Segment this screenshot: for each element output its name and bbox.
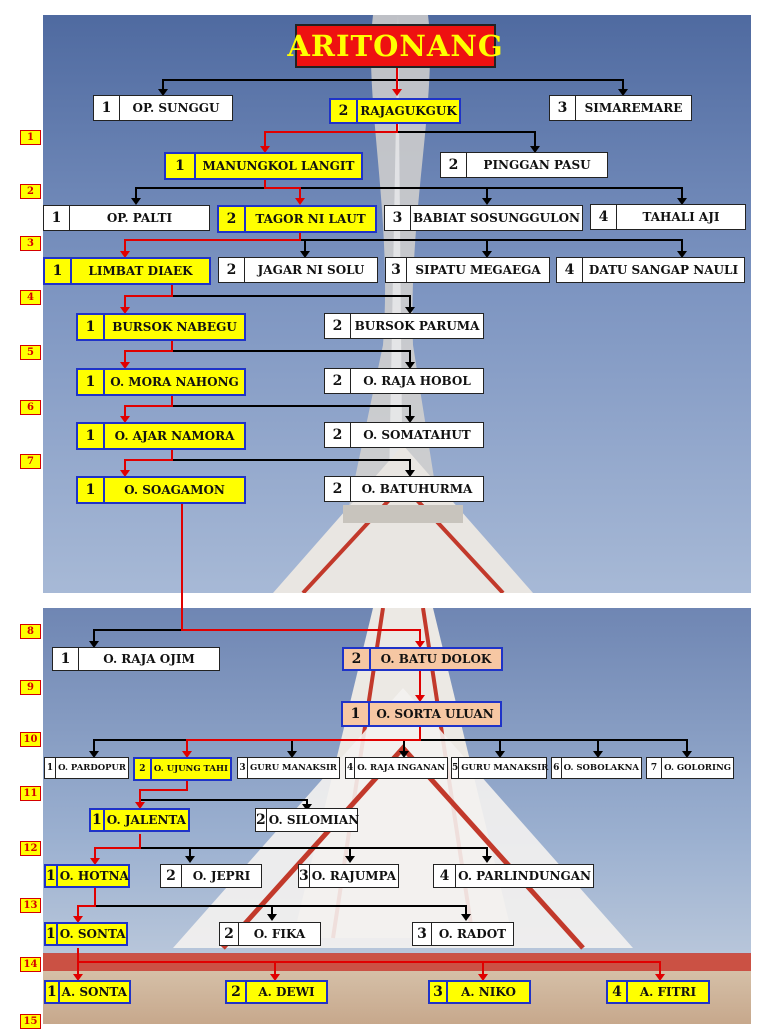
node-number: 3 [238, 758, 248, 778]
node-number: 1 [44, 206, 70, 230]
node-datu-sangap-nauli [556, 257, 745, 283]
node-batu-dolok [342, 647, 503, 671]
node-label: O. BATU DOLOK [380, 652, 492, 666]
node-label: RAJAGUKGUK [360, 104, 457, 118]
generation-marker: 3 [20, 236, 41, 251]
node-number: 1 [53, 648, 79, 670]
node-a-niko [428, 980, 531, 1004]
node-label: O. SILOMIAN [268, 813, 360, 827]
node-mora-nahong [76, 368, 246, 396]
node-label: A. SONTA [61, 985, 127, 999]
node-label: TAGOR NI LAUT [255, 212, 366, 226]
node-number: 1 [78, 424, 105, 448]
node-label: GURU MANAKSIR [249, 763, 337, 773]
generation-marker: 10 [20, 732, 41, 747]
node-label: O. SOMATAHUT [363, 428, 471, 442]
node-label: OP. SUNGGU [132, 101, 220, 115]
node-number: 1 [343, 703, 370, 725]
node-jepri [160, 864, 262, 888]
node-label: BURSOK NABEGU [112, 320, 237, 334]
node-babiat-sosunggulon [384, 205, 583, 231]
node-jalenta [89, 808, 190, 832]
node-label: SIMAREMARE [584, 101, 683, 115]
node-label: DATU SANGAP NAULI [588, 263, 739, 277]
node-number: 2 [325, 369, 351, 393]
node-number: 3 [550, 96, 576, 120]
node-batuhurma [324, 476, 484, 502]
node-label: A. DEWI [258, 985, 315, 999]
node-number: 1 [166, 154, 196, 178]
node-label: BURSOK PARUMA [354, 319, 480, 333]
node-label: O. RAJA INGANAN [357, 763, 445, 773]
node-tahali-aji [590, 204, 746, 230]
node-raja-ojim [52, 647, 220, 671]
node-number: 1 [94, 96, 120, 120]
node-tagor-ni-laut [217, 205, 377, 233]
generation-marker: 4 [20, 290, 41, 305]
node-hotna [44, 864, 130, 888]
node-number: 1 [45, 758, 56, 778]
node-number: 1 [46, 868, 56, 884]
node-goloring [646, 757, 734, 779]
node-label: JAGAR NI SOLU [257, 263, 365, 277]
node-limbat-diaek [43, 257, 211, 285]
node-number: 4 [434, 865, 456, 887]
node-number: 1 [78, 478, 105, 502]
node-label: O. RADOT [438, 927, 507, 941]
node-label: MANUNGKOL LANGIT [202, 159, 355, 173]
generation-marker: 2 [20, 184, 41, 199]
node-number: 4 [608, 982, 628, 1002]
node-number: 4 [557, 258, 583, 282]
node-number: 1 [78, 315, 105, 339]
node-number: 2 [227, 982, 247, 1002]
generation-marker: 5 [20, 345, 41, 360]
node-guru-manaksir-2 [451, 757, 547, 779]
node-sonta-o [44, 922, 128, 946]
generation-marker: 6 [20, 400, 41, 415]
node-number: 2 [441, 153, 467, 177]
node-number: 7 [647, 758, 662, 778]
node-rajagukguk [329, 98, 461, 124]
node-label: SIPATU MEGAEGA [415, 263, 541, 277]
node-number: 2 [344, 649, 371, 669]
node-jagar-ni-solu [218, 257, 378, 283]
node-number: 5 [452, 758, 459, 778]
generation-marker: 14 [20, 957, 41, 972]
node-label: O. MORA NAHONG [110, 375, 239, 389]
node-rajumpa [298, 864, 399, 888]
node-number: 1 [45, 259, 72, 283]
node-label: O. JALENTA [106, 813, 186, 827]
node-number: 3 [386, 258, 407, 282]
node-label: O. GOLORING [664, 763, 731, 773]
node-number: 1 [91, 810, 105, 830]
node-number: 2 [325, 423, 351, 447]
node-label: PINGGAN PASU [483, 158, 591, 172]
node-guru-manaksir-1 [237, 757, 340, 779]
node-number: 4 [591, 205, 617, 229]
node-raja-hobol [324, 368, 484, 394]
node-label: O. JEPRI [192, 869, 251, 883]
node-number: 3 [299, 865, 310, 887]
node-op-palti [43, 205, 210, 231]
node-label: O. SOBOLAKNA [563, 763, 639, 773]
node-number: 2 [325, 477, 351, 501]
node-number: 2 [219, 207, 246, 231]
node-sobolakna [551, 757, 642, 779]
node-number: 3 [430, 982, 448, 1002]
node-ujung-tahi [133, 757, 232, 781]
node-bursok-paruma [324, 313, 484, 339]
node-pinggan-pasu [440, 152, 608, 178]
node-label: O. PARLINDUNGAN [458, 869, 591, 883]
node-number: 3 [385, 206, 411, 230]
node-sorta-uluan [341, 701, 502, 727]
node-label: A. NIKO [461, 985, 516, 999]
node-label: O. AJAR NAMORA [114, 429, 235, 443]
node-label: A. FITRI [639, 985, 697, 999]
node-number: 2 [220, 923, 239, 945]
node-silomian [255, 808, 358, 832]
node-number: 2 [161, 865, 182, 887]
generation-marker: 9 [20, 680, 41, 695]
node-bursok-nabegu [76, 313, 246, 341]
node-label: O. RAJA OJIM [103, 652, 195, 666]
node-number: 1 [46, 982, 60, 1002]
node-label: GURU MANAKSIR [461, 763, 549, 773]
node-label: OP. PALTI [106, 211, 173, 225]
node-number: 2 [256, 809, 267, 831]
node-label: O. SONTA [59, 927, 126, 941]
node-label: O. BATUHURMA [361, 482, 473, 496]
node-label: O. SOAGAMON [124, 483, 225, 497]
generation-marker: 11 [20, 786, 41, 801]
generation-marker: 12 [20, 841, 41, 856]
node-a-fitri [606, 980, 710, 1004]
node-label: O. RAJA HOBOL [363, 374, 471, 388]
node-label: O. SORTA ULUAN [376, 707, 494, 721]
node-simaremare [549, 95, 692, 121]
node-number: 1 [78, 370, 105, 394]
node-sipatu-megaega [385, 257, 550, 283]
generation-marker: 8 [20, 624, 41, 639]
node-number: 2 [325, 314, 351, 338]
generation-marker: 1 [20, 130, 41, 145]
node-ajar-namora [76, 422, 246, 450]
generation-marker: 13 [20, 898, 41, 913]
generation-marker: 7 [20, 454, 41, 469]
generation-marker: 15 [20, 1014, 41, 1029]
node-label: O. HOTNA [59, 869, 129, 883]
node-fika [219, 922, 321, 946]
node-soagamon [76, 476, 246, 504]
node-number: 3 [413, 923, 432, 945]
node-a-sonta [44, 980, 131, 1004]
node-number: 2 [331, 100, 358, 122]
node-number: 2 [135, 759, 152, 779]
node-label: TAHALI AJI [642, 210, 720, 224]
node-label: O. RAJUMPA [311, 869, 397, 883]
family-title: ARITONANG [295, 24, 496, 68]
node-number: 4 [346, 758, 355, 778]
node-number: 2 [219, 258, 245, 282]
node-manungkol-langit [164, 152, 363, 180]
node-somatahut [324, 422, 484, 448]
node-parlindungan [433, 864, 594, 888]
node-raja-inganan [345, 757, 448, 779]
node-a-dewi [225, 980, 328, 1004]
node-number: 6 [552, 758, 562, 778]
node-label: O. UJUNG TAHI [153, 764, 228, 774]
node-label: LIMBAT DIAEK [88, 264, 193, 278]
node-number: 1 [46, 926, 56, 942]
node-label: O. FIKA [253, 927, 306, 941]
node-pardopur [44, 757, 129, 779]
node-op-sunggu [93, 95, 233, 121]
node-label: BABIAT SOSUNGGULON [412, 211, 580, 225]
node-label: O. PARDOPUR [58, 763, 126, 773]
node-radot [412, 922, 514, 946]
